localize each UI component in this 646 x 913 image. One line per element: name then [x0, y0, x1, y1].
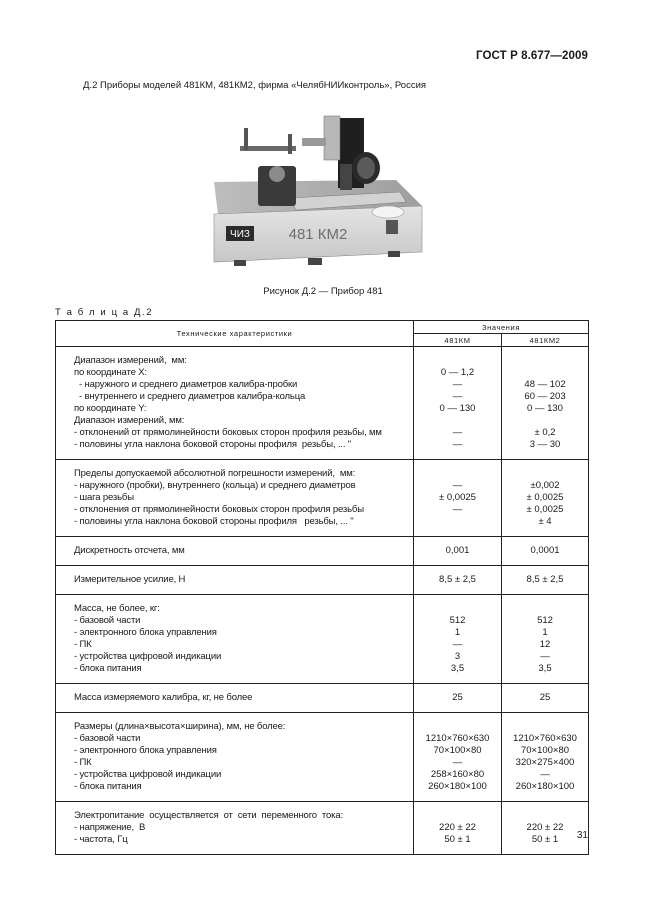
value-line: 1210×760×630: [513, 733, 577, 744]
value-481km: [414, 684, 502, 713]
table-row: [56, 713, 589, 802]
table-row: [56, 347, 589, 460]
value-481km: [414, 595, 502, 684]
table-body: [56, 347, 589, 855]
description-line: - блока питания: [74, 781, 142, 792]
value-line: 25: [539, 692, 551, 703]
value-481km2: [502, 595, 589, 684]
value-line: 1: [454, 627, 461, 638]
value-line: —: [452, 439, 463, 450]
value-line: 1: [542, 627, 548, 638]
description-line: Диапазон измерений, мм:: [74, 355, 187, 366]
value-line: 12: [539, 639, 551, 650]
description-line: - отклонений от прямолинейности боковых сторон профиля резьбы, мм: [74, 427, 382, 438]
value-line: 320×275×400: [515, 757, 575, 768]
row-description: [56, 684, 414, 713]
value-line: 70×100×80: [520, 745, 570, 756]
description-line: - электронного блока управления: [74, 627, 217, 638]
value-line: [504, 415, 586, 427]
description-line: - частота, Гц: [74, 834, 128, 845]
value-line: 0 — 130: [439, 403, 476, 414]
center-post: [288, 134, 292, 154]
value-line: 260×180×100: [428, 781, 487, 792]
microscope-body: [324, 116, 340, 160]
value-line: —: [452, 757, 463, 768]
row-description: [56, 347, 414, 460]
description-line: по координате Y:: [74, 403, 147, 414]
value-line: [504, 367, 586, 379]
description-line: - блока питания: [74, 663, 142, 674]
value-line: 1210×760×630: [425, 733, 490, 744]
description-line: - базовой части: [74, 615, 141, 626]
header-characteristics: Технические характеристики: [56, 321, 414, 347]
description-line: - электронного блока управления: [74, 745, 217, 756]
section-title: Д.2 Приборы моделей 481КМ, 481КМ2, фирма «ЧелябНИИконтроль», Россия: [83, 80, 427, 91]
table-row: [56, 595, 589, 684]
value-line: —: [540, 651, 550, 662]
value-line: —: [452, 391, 463, 402]
left-post: [244, 128, 248, 150]
foot: [388, 251, 400, 257]
side-logo: [386, 220, 398, 234]
header-model-481km: 481КМ: [414, 334, 502, 347]
row-description: [56, 595, 414, 684]
value-481km2: [502, 347, 589, 460]
table-row: [56, 684, 589, 713]
value-line: —: [540, 769, 550, 780]
value-line: —: [452, 480, 463, 491]
value-line: [416, 415, 499, 427]
value-481km: [414, 802, 502, 855]
figure-caption: Рисунок Д.2 — Прибор 481: [263, 286, 383, 297]
value-line: [416, 516, 499, 528]
description-line: - половины угла наклона боковой стороны профиля резьбы, ... ": [74, 516, 354, 527]
value-line: 220 ± 22: [526, 822, 564, 833]
dial-face: [357, 157, 375, 179]
row-description: [56, 713, 414, 802]
value-line: 220 ± 22: [439, 822, 476, 833]
value-line: [504, 468, 586, 480]
value-481km: [414, 347, 502, 460]
value-line: 0 — 1,2: [440, 367, 475, 378]
description-line: Размеры (длина×высота×ширина), мм, не более:: [74, 721, 286, 732]
value-line: ± 0,2: [534, 427, 556, 438]
value-481km2: [502, 684, 589, 713]
value-481km2: [502, 713, 589, 802]
description-line: - напряжение, В: [74, 822, 146, 833]
value-line: 60 — 203: [524, 391, 566, 402]
description-line: Пределы допускаемой абсолютной погрешности измерений, мм:: [74, 468, 356, 479]
description-line: Электропитание осуществляется от сети переменного тока:: [74, 810, 343, 821]
value-line: [416, 810, 499, 822]
description-line: - ПК: [74, 639, 92, 650]
table-row: [56, 460, 589, 537]
value-line: 260×180×100: [515, 781, 575, 792]
row-description: [56, 537, 414, 566]
description-line: - базовой части: [74, 733, 141, 744]
description-line: - наружного (пробки), внутреннего (кольца) и среднего диаметров: [74, 480, 356, 491]
left-arm: [240, 146, 296, 151]
description-line: Измерительное усилие, Н: [74, 574, 186, 585]
value-line: ±0,002: [530, 480, 560, 491]
description-line: Масса измеряемого калибра, кг, не более: [74, 692, 253, 703]
description-line: - устройства цифровой индикации: [74, 651, 222, 662]
standard-designation: ГОСТ Р 8.677—2009: [476, 50, 588, 62]
badge-text: ЧИЗ: [230, 229, 250, 240]
value-line: 25: [452, 692, 463, 703]
value-line: 48 — 102: [524, 379, 566, 390]
value-line: [416, 721, 499, 733]
value-line: 8,5 ± 2,5: [526, 574, 564, 585]
value-line: [504, 810, 586, 822]
table-row: [56, 537, 589, 566]
description-line: Масса, не более, кг:: [74, 603, 160, 614]
table-row: [56, 566, 589, 595]
value-line: 3: [454, 651, 461, 662]
value-line: [504, 603, 586, 615]
microscope-arm: [302, 138, 326, 146]
table-header-row: [56, 321, 589, 334]
value-line: 70×100×80: [433, 745, 482, 756]
description-line: - отклонения от прямолинейности боковых сторон профиля резьбы: [74, 504, 364, 515]
description-line: - наружного и среднего диаметров калибра-пробки: [74, 379, 298, 390]
value-line: 8,5 ± 2,5: [439, 574, 476, 585]
row-description: [56, 566, 414, 595]
value-line: 512: [537, 615, 553, 626]
description-line: - шага резьбы: [74, 492, 134, 503]
value-481km: [414, 566, 502, 595]
value-481km2: [502, 802, 589, 855]
table-label: Т а б л и ц а Д.2: [55, 307, 154, 318]
value-481km: [414, 537, 502, 566]
description-line: - ПК: [74, 757, 92, 768]
device-photo: [200, 110, 430, 280]
description-line: Диапазон измерений, мм:: [74, 415, 185, 426]
value-line: 258×160×80: [430, 769, 485, 780]
mount-lens: [269, 166, 285, 182]
value-line: —: [452, 639, 463, 650]
value-line: [416, 468, 499, 480]
value-line: 3,5: [450, 663, 465, 674]
stage-disc: [372, 206, 404, 218]
value-line: 512: [449, 615, 466, 626]
value-line: 50 ± 1: [444, 834, 471, 845]
table-row: [56, 802, 589, 855]
value-line: —: [452, 504, 463, 515]
value-line: ± 0,0025: [526, 492, 564, 503]
value-line: 0,0001: [530, 545, 560, 556]
value-line: 3 — 30: [529, 439, 561, 450]
value-481km2: [502, 537, 589, 566]
description-line: - устройства цифровой индикации: [74, 769, 222, 780]
model-plate-text: 481 КМ2: [288, 226, 348, 243]
value-line: ± 0,0025: [526, 504, 564, 515]
value-line: —: [452, 427, 463, 438]
value-line: [504, 721, 586, 733]
value-line: ± 4: [538, 516, 552, 527]
value-481km: [414, 460, 502, 537]
description-line: Дискретность отсчета, мм: [74, 545, 185, 556]
description-line: - половины угла наклона боковой стороны профиля резьбы, ... ": [74, 439, 352, 450]
row-description: [56, 460, 414, 537]
page-number: 31: [576, 830, 588, 841]
header-values: Значения: [414, 321, 589, 334]
value-line: [416, 355, 499, 367]
value-481km: [414, 713, 502, 802]
description-line: - внутреннего и среднего диаметров калибра-кольца: [74, 391, 306, 402]
value-line: 50 ± 1: [531, 834, 559, 845]
value-line: —: [452, 379, 463, 390]
value-line: 0 — 130: [527, 403, 563, 414]
value-line: [416, 603, 499, 615]
value-line: 3,5: [538, 663, 552, 674]
column-base: [340, 164, 352, 190]
value-line: [504, 355, 586, 367]
value-line: 0,001: [445, 545, 470, 556]
value-481km2: [502, 460, 589, 537]
foot: [234, 260, 246, 266]
foot: [308, 258, 322, 265]
header-model-481km2: 481КМ2: [502, 334, 589, 347]
value-line: ± 0,0025: [439, 492, 476, 503]
specifications-table: [55, 320, 589, 855]
value-481km2: [502, 566, 589, 595]
row-description: [56, 802, 414, 855]
description-line: по координате X:: [74, 367, 147, 378]
